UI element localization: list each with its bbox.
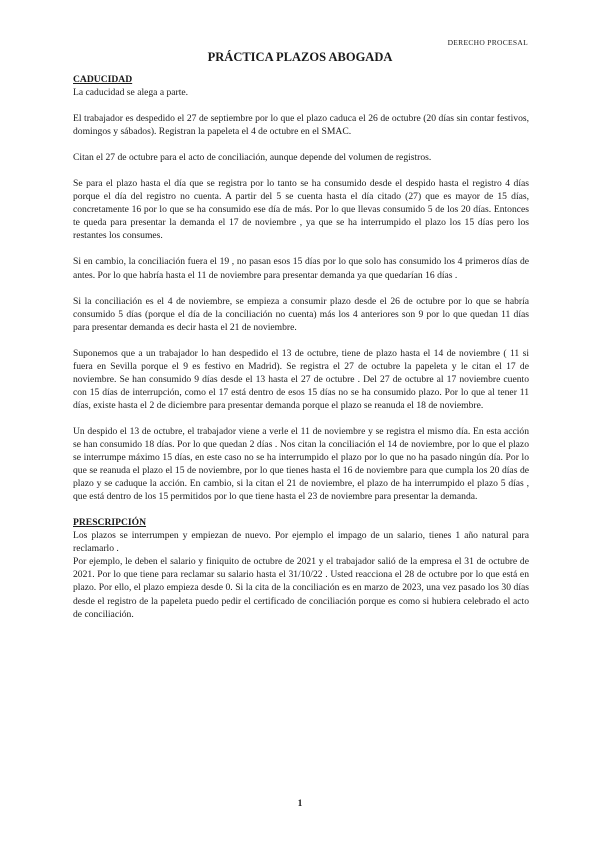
paragraph: Se para el plazo hasta el día que se registra por lo tanto se ha consumido desde el despido hasta el registro 4 días porque el día del registro no cuenta. A partir del 5 se cuenta hasta el día citado (27) que es mayor de 15 días, concretamente 16 por lo que se ha consumido ese día de más. Por lo que llevas consumido 5 de los 20 días. Entonces te queda para presentar la demanda el 17 de noviembre , ya que se ha interrumpido el plazo los 15 días pero los restantes los consumes. [73, 178, 529, 242]
running-header: DERECHO PROCESAL [447, 38, 528, 47]
paragraph: Suponemos que a un trabajador lo han despedido el 13 de octubre, tiene de plazo hasta el 14 de noviembre ( 11 si fuera en Sevilla porque el 9 es festivo en Madrid). Se registra el 27 de octubre la papeleta y le citan el 17 de noviembre. Se han consumido 9 días desde el 13 hasta el 27 de octubre . Del 27 de octubre al 17 noviembre cuento con 15 días de interrupción, como el 17 está dentro de esos 15 días no se ha consumido plazo. Por lo que al tener 11 días, existe hasta el 2 de diciembre para presentar demanda porque el plazo se reanuda el 18 de noviembre. [73, 347, 529, 411]
paragraph: Un despido el 13 de octubre, el trabajador viene a verle el 11 de noviembre y se registra el mismo día. En esta acción se han consumido 18 días. Por lo que quedan 2 días . Nos citan la conciliación el 14 de noviembre, por lo que el plazo se interrumpe máximo 15 días, en este caso no se ha interrumpido el plazo por lo que no ha pasado ningún día. Por lo que se reanuda el plazo el 15 de noviembre, por lo que tienes hasta el 16 de noviembre para que cumpla los 20 días de plazo y se caduque la acción. En cambio, si la citan el 21 de noviembre, el plazo de ha interrumpido el plazo 5 días , que está dentro de los 15 permitidos por lo que tiene hasta el 23 de noviembre para presentar la demanda. [73, 425, 529, 503]
paragraph: Por ejemplo, le deben el salario y finiquito de octubre de 2021 y el trabajador salió de la empresa el 31 de octubre de 2021. Por lo que tiene para reclamar su salario hasta el 31/10/22 . Usted reacciona el 28 de octubre por lo que está en plazo. Por ello, el plazo empieza desde 0. Si la cita de la conciliación es en marzo de 2023, una vez pasado los 30 días desde el registro de la papeleta puedo pedir el certificado de conciliación porque es como si hubiera celebrado el acto de conciliación. [73, 556, 529, 620]
paragraph: El trabajador es despedido el 27 de septiembre por lo que el plazo caduca el 26 de octubre (20 días sin contar festivos, domingos y sábados). Registran la papeleta el 4 de octubre en el SMAC. [73, 113, 529, 138]
paragraph: Citan el 27 de octubre para el acto de conciliación, aunque depende del volumen de registros. [73, 152, 432, 164]
document-body [73, 73, 529, 621]
paragraph: Los plazos se interrumpen y empiezan de nuevo. Por ejemplo el impago de un salario, tienes 1 año natural para reclamarlo . [73, 530, 529, 555]
paragraph: La caducidad se alega a parte. [73, 87, 189, 99]
section-heading-prescripcion: PRESCRIPCIÓN [73, 517, 147, 529]
paragraph: Si la conciliación es el 4 de noviembre, se empieza a consumir plazo desde el 26 de octubre por lo que se habría consumido 5 días (porque el día de la conciliación no cuenta) más los 4 anteriores son 9 por lo que quedan 11 días para presentar demanda es decir hasta el 21 de noviembre. [73, 295, 529, 333]
section-heading-caducidad: CADUCIDAD [73, 74, 133, 85]
paragraph: Si en cambio, la conciliación fuera el 19 , no pasan esos 15 días por lo que solo has consumido los 4 primeros días de antes. Por lo que habría hasta el 11 de noviembre para presentar demanda ya que quedarían 16 días . [73, 256, 529, 281]
page-number: 1 [297, 799, 303, 809]
document-title: PRÁCTICA PLAZOS ABOGADA [207, 50, 393, 64]
